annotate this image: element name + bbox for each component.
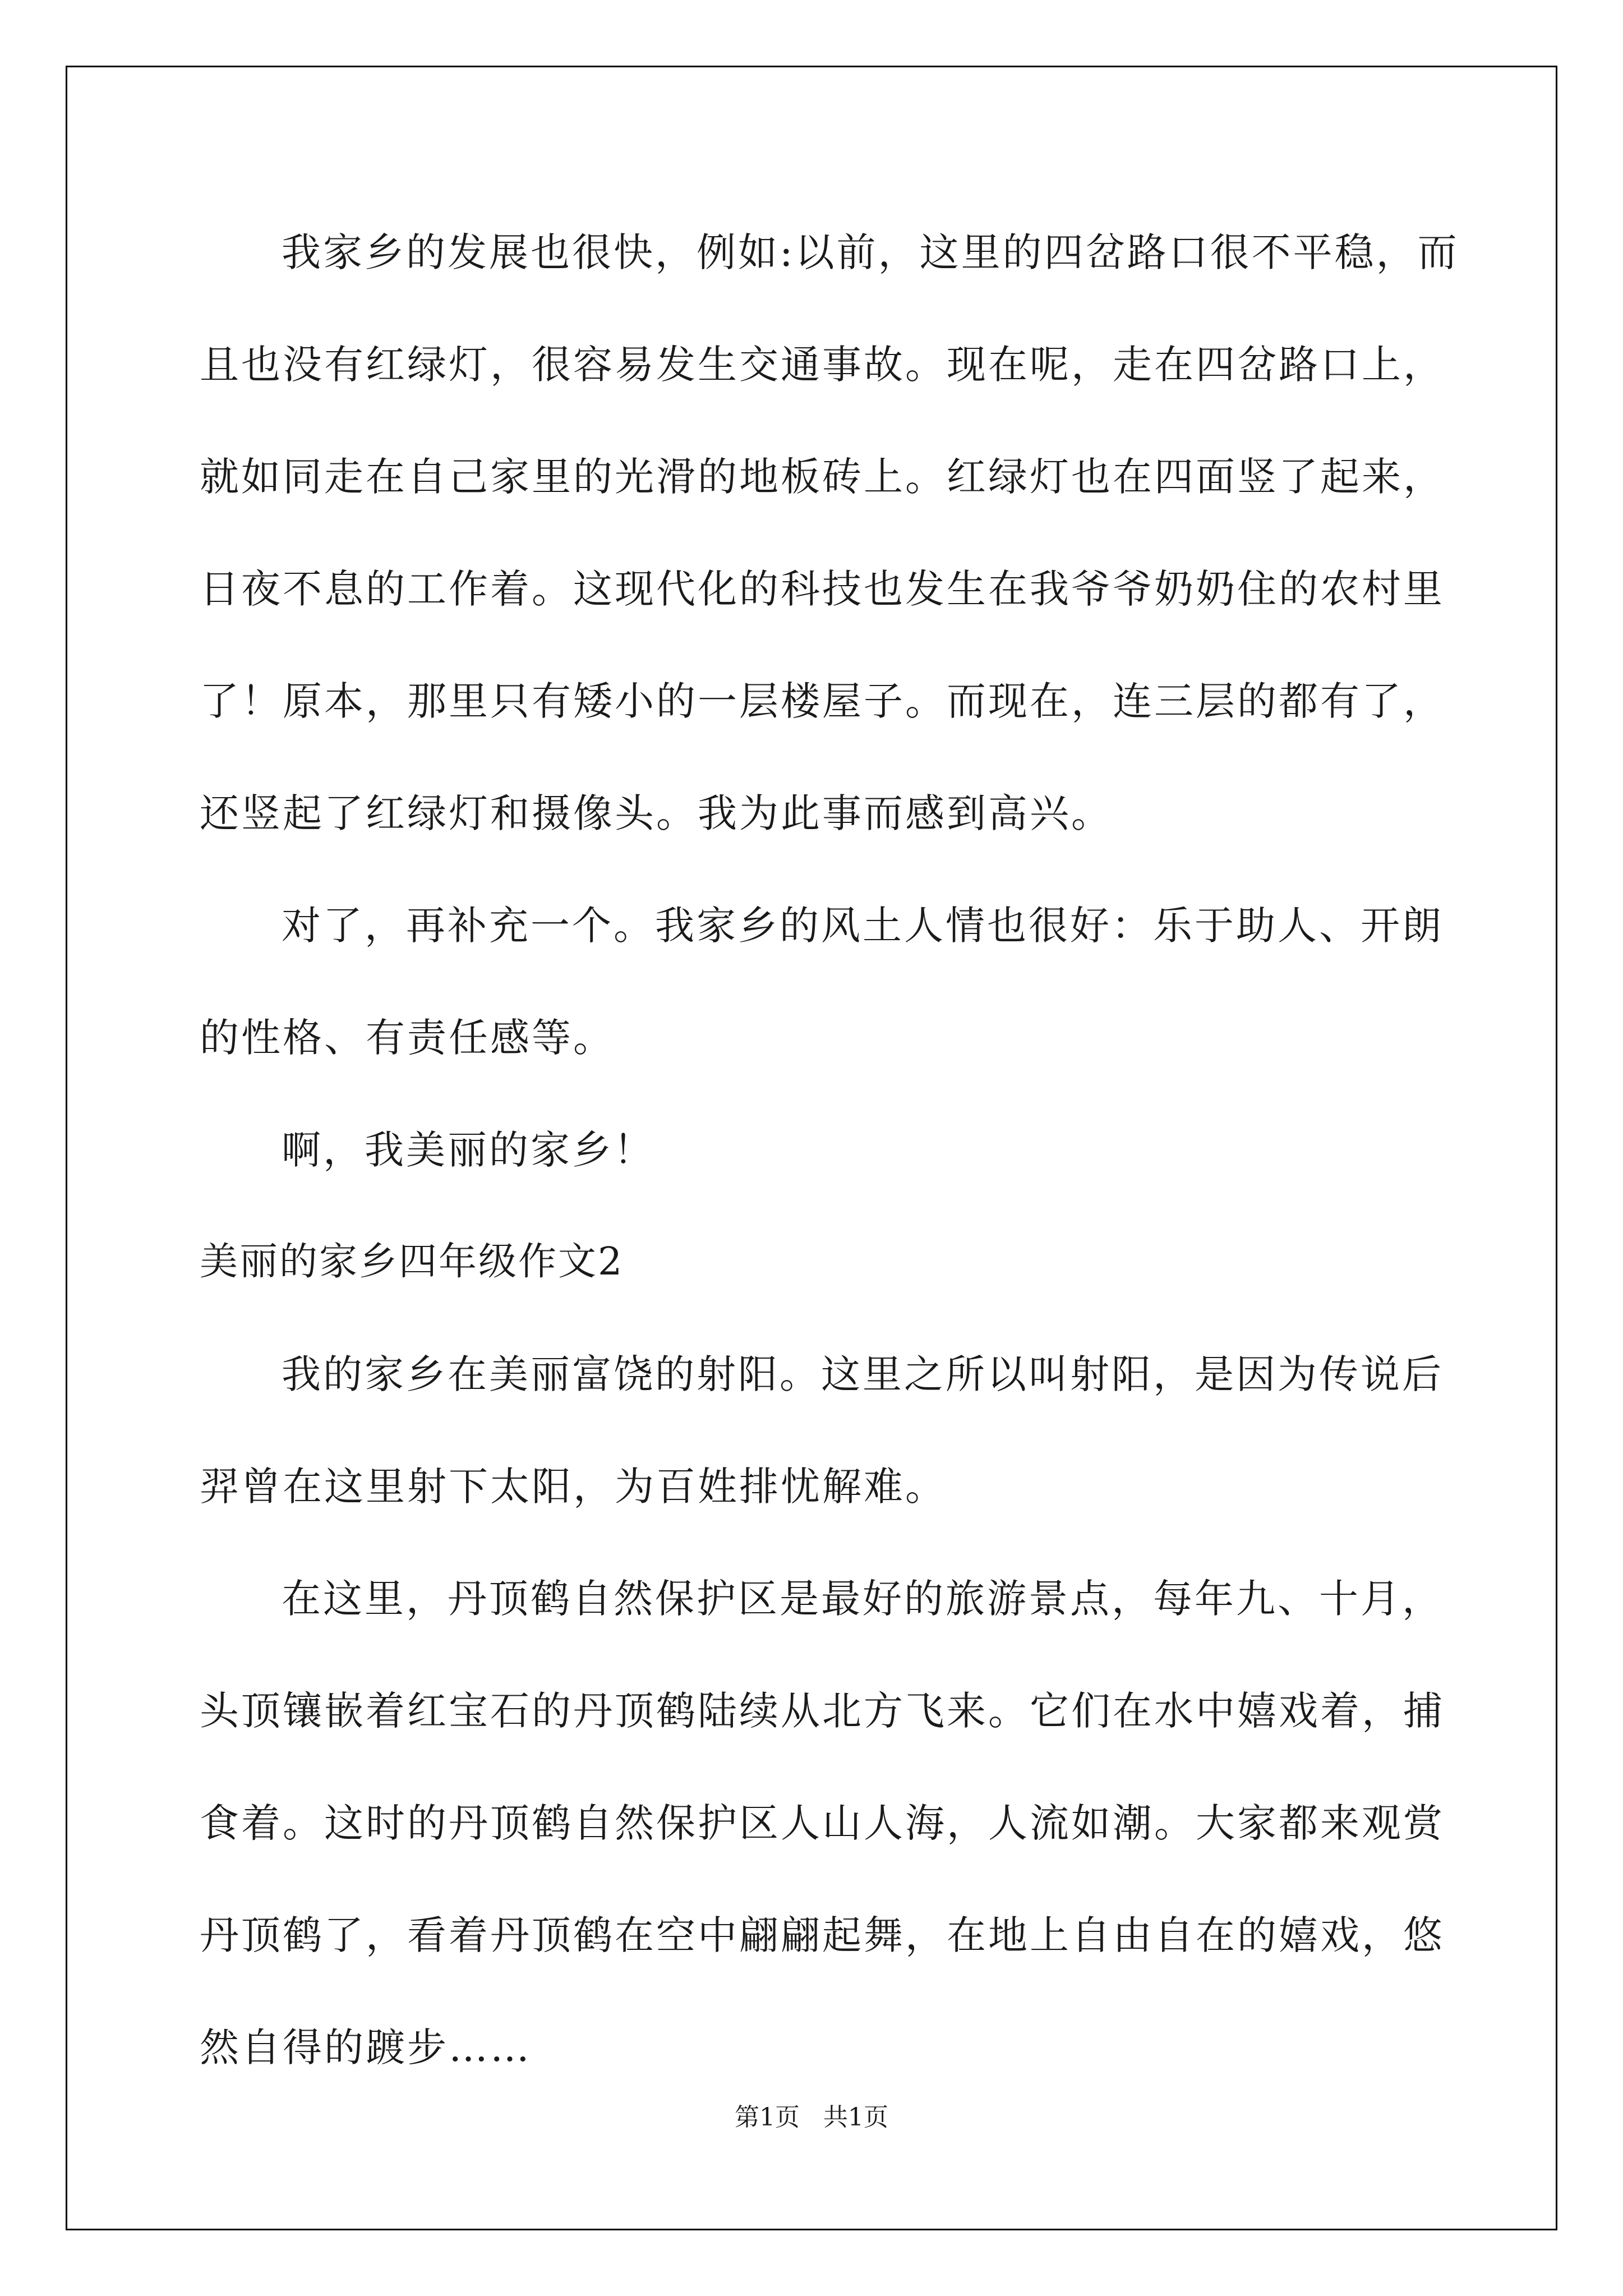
text-line: 就如同走在自己家里的光滑的地板砖上。红绿灯也在四面竖了起来， bbox=[200, 454, 1445, 500]
text-line: 日夜不息的工作着。这现代化的科技也发生在我爷爷奶奶住的农村里 bbox=[200, 566, 1445, 612]
text-line: 还竖起了红绿灯和摄像头。我为此事而感到高兴。 bbox=[200, 790, 1113, 836]
text-line: 的性格、有责任感等。 bbox=[200, 1015, 615, 1061]
page-number-total: 共1页 bbox=[823, 2103, 888, 2132]
text-line: 头顶镶嵌着红宝石的丹顶鹤陆续从北方飞来。它们在水中嬉戏着，捕 bbox=[200, 1688, 1445, 1734]
text-line: 在这里，丹顶鹤自然保护区是最好的旅游景点，每年九、十月， bbox=[282, 1576, 1444, 1622]
text-line: 羿曾在这里射下太阳，为百姓排忧解难。 bbox=[200, 1464, 947, 1510]
document-body bbox=[200, 213, 1459, 2120]
section-heading: 美丽的家乡四年级作文2 bbox=[200, 1240, 624, 1284]
text-line: 且也没有红绿灯，很容易发生交通事故。现在呢，走在四岔路口上， bbox=[200, 342, 1445, 388]
text-line: 我家乡的发展也很快，例如:以前，这里的四岔路口很不平稳，而 bbox=[282, 229, 1459, 275]
page-number-current: 第1页 bbox=[735, 2103, 800, 2132]
text-line: 我的家乡在美丽富饶的射阳。这里之所以叫射阳，是因为传说后 bbox=[282, 1351, 1444, 1397]
page-footer bbox=[0, 2101, 1623, 2134]
text-line: 了！原本，那里只有矮小的一层楼屋子。而现在，连三层的都有了， bbox=[200, 678, 1445, 724]
text-line: 啊，我美丽的家乡！ bbox=[282, 1127, 655, 1173]
text-line: 丹顶鹤了，看着丹顶鹤在空中翩翩起舞，在地上自由自在的嬉戏，悠 bbox=[200, 1912, 1445, 1958]
text-line: 然自得的踱步…… bbox=[200, 2024, 532, 2070]
text-line: 食着。这时的丹顶鹤自然保护区人山人海，人流如潮。大家都来观赏 bbox=[200, 1800, 1445, 1846]
text-line: 对了，再补充一个。我家乡的风土人情也很好：乐于助人、开朗 bbox=[282, 903, 1444, 949]
